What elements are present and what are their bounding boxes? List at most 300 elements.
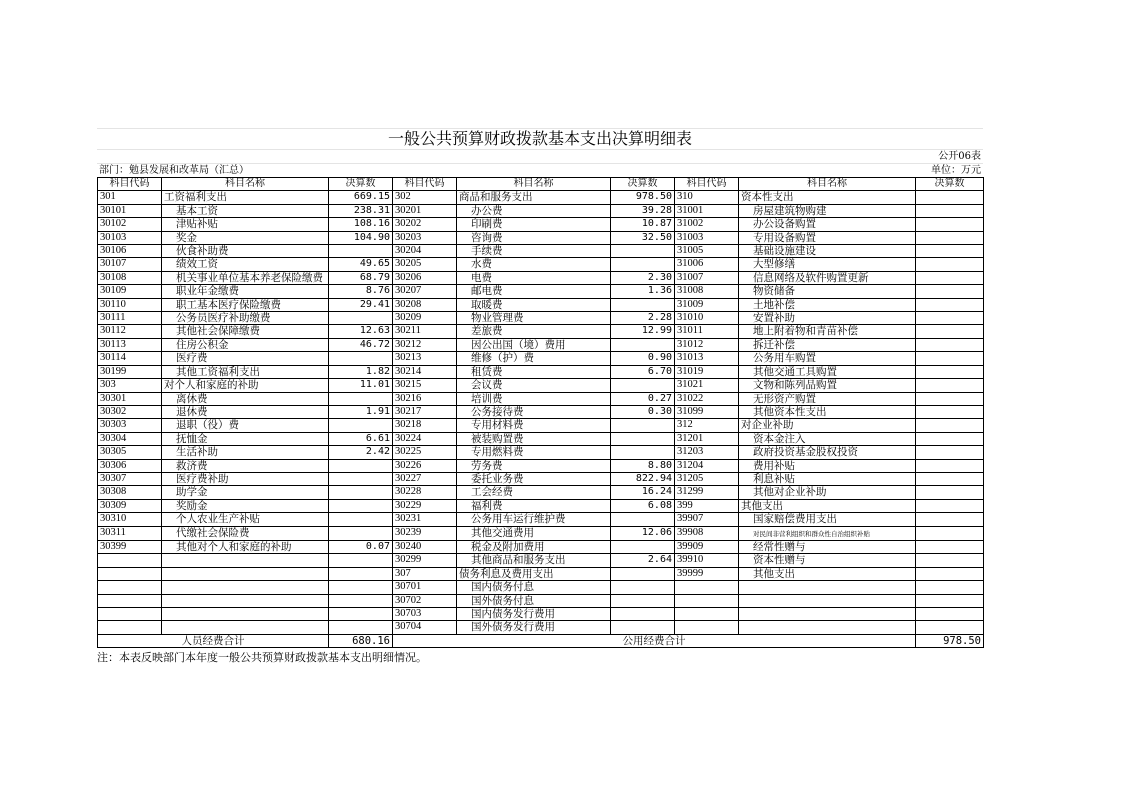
amount-cell: 2.42 <box>329 446 393 459</box>
amount-cell <box>916 365 984 378</box>
subject-code-cell: 31011 <box>675 325 739 338</box>
subject-code-cell: 30702 <box>393 594 457 607</box>
subject-code-cell: 30231 <box>393 513 457 526</box>
amount-cell: 46.72 <box>329 338 393 351</box>
total-row <box>98 634 984 647</box>
amount-cell: 12.99 <box>611 325 675 338</box>
amount-cell <box>916 499 984 512</box>
subject-code-cell <box>98 594 162 607</box>
amount-cell <box>916 204 984 217</box>
amount-cell <box>329 472 393 485</box>
subject-name-cell: 取暖费 <box>457 298 611 311</box>
amount-cell <box>611 338 675 351</box>
table-row <box>98 405 984 418</box>
table-row <box>98 231 984 244</box>
subject-name-cell <box>739 581 916 594</box>
table-row <box>98 325 984 338</box>
form-number: 公开06表 <box>938 151 981 162</box>
table-row <box>98 338 984 351</box>
subject-code-cell: 31005 <box>675 245 739 258</box>
subject-name-cell: 邮电费 <box>457 285 611 298</box>
amount-cell <box>916 245 984 258</box>
subject-name-cell: 信息网络及软件购置更新 <box>739 271 916 284</box>
subject-name-cell: 经常性赠与 <box>739 540 916 553</box>
amount-cell <box>916 446 984 459</box>
subject-name-cell: 公务员医疗补助缴费 <box>162 312 329 325</box>
amount-cell: 1.36 <box>611 285 675 298</box>
subject-name-cell: 对企业补助 <box>739 419 916 432</box>
subject-code-cell: 301 <box>98 191 162 204</box>
table-row <box>98 472 984 485</box>
subject-name-cell: 对个人和家庭的补助 <box>162 379 329 392</box>
subject-name-cell: 劳务费 <box>457 459 611 472</box>
subject-name-cell: 基础设施建设 <box>739 245 916 258</box>
amount-cell <box>916 338 984 351</box>
amount-cell <box>329 608 393 621</box>
subject-name-cell: 商品和服务支出 <box>457 191 611 204</box>
amount-cell <box>916 554 984 567</box>
amount-cell: 822.94 <box>611 472 675 485</box>
amount-cell <box>329 581 393 594</box>
subject-code-cell: 39908 <box>675 526 739 540</box>
table-row <box>98 554 984 567</box>
subject-code-cell: 30114 <box>98 352 162 365</box>
column-header: 科目代码 <box>393 178 457 191</box>
amount-cell <box>916 486 984 499</box>
subject-name-cell: 国内债务付息 <box>457 581 611 594</box>
amount-cell <box>916 218 984 231</box>
subject-code-cell: 31007 <box>675 271 739 284</box>
column-header: 科目名称 <box>457 178 611 191</box>
subject-code-cell: 30311 <box>98 526 162 540</box>
subject-code-cell: 30112 <box>98 325 162 338</box>
amount-cell <box>916 594 984 607</box>
subject-code-cell: 30101 <box>98 204 162 217</box>
subject-code-cell: 30704 <box>393 621 457 634</box>
subject-code-cell <box>98 567 162 580</box>
amount-cell <box>611 432 675 445</box>
amount-cell <box>916 379 984 392</box>
subject-name-cell: 津贴补贴 <box>162 218 329 231</box>
subject-name-cell: 离休费 <box>162 392 329 405</box>
amount-cell: 238.31 <box>329 204 393 217</box>
amount-cell <box>611 513 675 526</box>
column-header: 科目名称 <box>162 178 329 191</box>
subject-name-cell: 其他社会保障缴费 <box>162 325 329 338</box>
subject-name-cell: 公务用车运行维护费 <box>457 513 611 526</box>
subject-name-cell: 因公出国（境）费用 <box>457 338 611 351</box>
subject-code-cell: 31002 <box>675 218 739 231</box>
subject-name-cell: 办公设备购置 <box>739 218 916 231</box>
subject-code-cell: 310 <box>675 191 739 204</box>
amount-cell <box>611 258 675 271</box>
amount-cell <box>611 446 675 459</box>
subject-code-cell: 30110 <box>98 298 162 311</box>
subject-code-cell: 30107 <box>98 258 162 271</box>
subject-code-cell: 30229 <box>393 499 457 512</box>
amount-cell <box>329 392 393 405</box>
subject-code-cell: 30108 <box>98 271 162 284</box>
subject-code-cell: 30113 <box>98 338 162 351</box>
table-row <box>98 392 984 405</box>
amount-cell: 12.63 <box>329 325 393 338</box>
amount-cell <box>916 271 984 284</box>
subject-name-cell: 房屋建筑物购建 <box>739 204 916 217</box>
subject-name-cell: 国内债务发行费用 <box>457 608 611 621</box>
subject-code-cell: 30202 <box>393 218 457 231</box>
column-header: 决算数 <box>329 178 393 191</box>
subject-name-cell: 培训费 <box>457 392 611 405</box>
subject-code-cell: 30215 <box>393 379 457 392</box>
amount-cell: 39.28 <box>611 204 675 217</box>
subject-code-cell: 30226 <box>393 459 457 472</box>
subject-code-cell: 30227 <box>393 472 457 485</box>
amount-cell <box>329 245 393 258</box>
amount-cell: 8.76 <box>329 285 393 298</box>
department-label: 部门：勉县发展和改革局（汇总） <box>99 165 249 176</box>
amount-cell <box>611 245 675 258</box>
subject-code-cell: 31203 <box>675 446 739 459</box>
subject-name-cell: 咨询费 <box>457 231 611 244</box>
amount-cell: 29.41 <box>329 298 393 311</box>
subject-name-cell: 公务接待费 <box>457 405 611 418</box>
subject-name-cell: 文物和陈列品购置 <box>739 379 916 392</box>
table-row <box>98 446 984 459</box>
subject-name-cell: 职业年金缴费 <box>162 285 329 298</box>
subject-code-cell: 399 <box>675 499 739 512</box>
amount-cell <box>611 594 675 607</box>
table-row <box>98 499 984 512</box>
amount-cell <box>916 513 984 526</box>
subject-code-cell <box>98 581 162 594</box>
subject-code-cell: 30301 <box>98 392 162 405</box>
amount-cell: 0.30 <box>611 405 675 418</box>
table-row <box>98 540 984 553</box>
subject-name-cell: 印刷费 <box>457 218 611 231</box>
expenditure-table <box>97 177 984 648</box>
amount-cell: 8.80 <box>611 459 675 472</box>
subject-name-cell: 专用材料费 <box>457 419 611 432</box>
amount-cell: 16.24 <box>611 486 675 499</box>
subject-name-cell: 水费 <box>457 258 611 271</box>
footnote: 注：本表反映部门本年度一般公共预算财政拨款基本支出明细情况。 <box>97 651 427 664</box>
subject-name-cell: 住房公积金 <box>162 338 329 351</box>
amount-cell <box>329 567 393 580</box>
amount-cell <box>329 419 393 432</box>
subject-name-cell: 物业管理费 <box>457 312 611 325</box>
subject-name-cell: 基本工资 <box>162 204 329 217</box>
personnel-total-label: 人员经费合计 <box>98 634 329 647</box>
subject-code-cell: 39907 <box>675 513 739 526</box>
subject-code-cell: 30204 <box>393 245 457 258</box>
subject-name-cell: 伙食补助费 <box>162 245 329 258</box>
subject-name-cell: 其他资本性支出 <box>739 405 916 418</box>
subject-code-cell: 30302 <box>98 405 162 418</box>
public-total-label: 公用经费合计 <box>393 634 916 647</box>
amount-cell <box>916 567 984 580</box>
amount-cell <box>329 526 393 540</box>
subject-name-cell: 生活补助 <box>162 446 329 459</box>
subject-name-cell: 个人农业生产补贴 <box>162 513 329 526</box>
amount-cell <box>611 540 675 553</box>
table-row <box>98 581 984 594</box>
subject-name-cell: 助学金 <box>162 486 329 499</box>
subject-name-cell: 租赁费 <box>457 365 611 378</box>
subject-name-cell: 公务用车购置 <box>739 352 916 365</box>
subject-code-cell: 302 <box>393 191 457 204</box>
subject-name-cell <box>162 554 329 567</box>
column-header: 科目代码 <box>675 178 739 191</box>
table-row <box>98 258 984 271</box>
subject-name-cell: 其他对企业补助 <box>739 486 916 499</box>
subject-name-cell: 专用设备购置 <box>739 231 916 244</box>
subject-name-cell: 职工基本医疗保险缴费 <box>162 298 329 311</box>
subject-name-cell: 其他支出 <box>739 499 916 512</box>
subject-name-cell: 无形资产购置 <box>739 392 916 405</box>
amount-cell <box>611 379 675 392</box>
subject-name-cell: 办公费 <box>457 204 611 217</box>
subject-name-cell: 奖金 <box>162 231 329 244</box>
amount-cell <box>916 352 984 365</box>
amount-cell: 68.79 <box>329 271 393 284</box>
subject-code-cell <box>98 621 162 634</box>
subject-code-cell: 31021 <box>675 379 739 392</box>
amount-cell: 6.61 <box>329 432 393 445</box>
subject-code-cell: 30213 <box>393 352 457 365</box>
subject-code-cell: 31205 <box>675 472 739 485</box>
subject-name-cell <box>739 594 916 607</box>
amount-cell <box>916 432 984 445</box>
table-row <box>98 271 984 284</box>
subject-name-cell <box>162 608 329 621</box>
subject-code-cell: 31299 <box>675 486 739 499</box>
table-row <box>98 526 984 540</box>
amount-cell <box>916 231 984 244</box>
subject-code-cell: 31012 <box>675 338 739 351</box>
amount-cell: 0.07 <box>329 540 393 553</box>
subject-name-cell: 政府投资基金股权投资 <box>739 446 916 459</box>
subject-name-cell: 资本金注入 <box>739 432 916 445</box>
amount-cell <box>329 594 393 607</box>
table-row <box>98 567 984 580</box>
subject-code-cell: 30217 <box>393 405 457 418</box>
amount-cell <box>916 608 984 621</box>
table-row <box>98 312 984 325</box>
subject-name-cell: 手续费 <box>457 245 611 258</box>
table-row <box>98 621 984 634</box>
amount-cell: 0.90 <box>611 352 675 365</box>
amount-cell: 1.91 <box>329 405 393 418</box>
amount-cell <box>611 621 675 634</box>
subject-code-cell: 30703 <box>393 608 457 621</box>
column-header: 决算数 <box>916 178 984 191</box>
table-row <box>98 245 984 258</box>
subject-code-cell: 30307 <box>98 472 162 485</box>
amount-cell: 6.08 <box>611 499 675 512</box>
subject-code-cell: 30212 <box>393 338 457 351</box>
table-row <box>98 419 984 432</box>
amount-cell: 6.70 <box>611 365 675 378</box>
subject-name-cell: 国外债务付息 <box>457 594 611 607</box>
amount-cell: 2.28 <box>611 312 675 325</box>
subject-code-cell: 30218 <box>393 419 457 432</box>
report-sheet <box>97 128 983 648</box>
amount-cell: 32.50 <box>611 231 675 244</box>
subject-code-cell <box>98 554 162 567</box>
subject-code-cell <box>98 608 162 621</box>
amount-cell <box>329 459 393 472</box>
table-row <box>98 191 984 204</box>
subject-code-cell: 30206 <box>393 271 457 284</box>
amount-cell <box>611 581 675 594</box>
amount-cell <box>611 298 675 311</box>
subject-code-cell: 30201 <box>393 204 457 217</box>
subject-name-cell: 奖励金 <box>162 499 329 512</box>
subject-code-cell: 30205 <box>393 258 457 271</box>
subject-name-cell: 会议费 <box>457 379 611 392</box>
table-row <box>98 608 984 621</box>
subject-name-cell: 其他商品和服务支出 <box>457 554 611 567</box>
amount-cell: 11.01 <box>329 379 393 392</box>
amount-cell: 1.82 <box>329 365 393 378</box>
subject-code-cell: 30211 <box>393 325 457 338</box>
amount-cell <box>916 258 984 271</box>
subject-name-cell: 代缴社会保险费 <box>162 526 329 540</box>
subject-name-cell: 委托业务费 <box>457 472 611 485</box>
subject-code-cell: 39999 <box>675 567 739 580</box>
table-row <box>98 594 984 607</box>
subject-code-cell: 39910 <box>675 554 739 567</box>
subject-name-cell: 物资储备 <box>739 285 916 298</box>
subject-code-cell: 30309 <box>98 499 162 512</box>
table-row <box>98 486 984 499</box>
amount-cell: 978.50 <box>611 191 675 204</box>
subject-code-cell: 31022 <box>675 392 739 405</box>
subject-code-cell: 31008 <box>675 285 739 298</box>
subject-name-cell: 债务利息及费用支出 <box>457 567 611 580</box>
subject-code-cell: 30109 <box>98 285 162 298</box>
report-title: 一般公共预算财政拨款基本支出决算明细表 <box>97 128 983 149</box>
subject-code-cell: 30701 <box>393 581 457 594</box>
subject-name-cell <box>739 621 916 634</box>
table-row <box>98 513 984 526</box>
subject-name-cell: 救济费 <box>162 459 329 472</box>
subject-name-cell: 绩效工资 <box>162 258 329 271</box>
subject-code-cell: 30208 <box>393 298 457 311</box>
subject-name-cell: 工资福利支出 <box>162 191 329 204</box>
amount-cell <box>916 405 984 418</box>
subject-name-cell: 土地补偿 <box>739 298 916 311</box>
subject-code-cell: 30299 <box>393 554 457 567</box>
subject-name-cell: 利息补贴 <box>739 472 916 485</box>
subject-code-cell: 30310 <box>98 513 162 526</box>
subject-code-cell: 30103 <box>98 231 162 244</box>
subject-code-cell: 30102 <box>98 218 162 231</box>
subject-code-cell: 30228 <box>393 486 457 499</box>
subject-code-cell: 30214 <box>393 365 457 378</box>
amount-cell <box>329 312 393 325</box>
column-header: 科目名称 <box>739 178 916 191</box>
amount-cell: 2.64 <box>611 554 675 567</box>
subject-name-cell: 维修（护）费 <box>457 352 611 365</box>
subject-code-cell: 30224 <box>393 432 457 445</box>
subject-code-cell: 31010 <box>675 312 739 325</box>
subject-name-cell: 其他对个人和家庭的补助 <box>162 540 329 553</box>
amount-cell <box>916 459 984 472</box>
subject-name-cell <box>739 608 916 621</box>
amount-cell <box>329 554 393 567</box>
subject-name-cell <box>162 621 329 634</box>
amount-cell <box>916 325 984 338</box>
subject-code-cell: 31013 <box>675 352 739 365</box>
subject-name-cell: 退休费 <box>162 405 329 418</box>
subject-name-cell: 机关事业单位基本养老保险缴费 <box>162 271 329 284</box>
amount-cell <box>611 419 675 432</box>
subject-name-cell: 专用燃料费 <box>457 446 611 459</box>
subject-name-cell: 其他支出 <box>739 567 916 580</box>
subject-code-cell: 31003 <box>675 231 739 244</box>
table-header-row <box>98 178 984 191</box>
amount-cell <box>329 513 393 526</box>
amount-cell <box>916 581 984 594</box>
subject-name-cell: 福利费 <box>457 499 611 512</box>
table-row <box>98 204 984 217</box>
subject-name-cell: 拆迁补偿 <box>739 338 916 351</box>
subject-code-cell: 30106 <box>98 245 162 258</box>
amount-cell <box>329 499 393 512</box>
table-row <box>98 365 984 378</box>
form-number-row <box>97 150 983 163</box>
subject-code-cell: 30203 <box>393 231 457 244</box>
subject-name-cell: 工会经费 <box>457 486 611 499</box>
amount-cell <box>611 567 675 580</box>
table-row <box>98 298 984 311</box>
amount-cell <box>916 312 984 325</box>
amount-cell <box>329 352 393 365</box>
subject-code-cell: 31019 <box>675 365 739 378</box>
personnel-total-value: 680.16 <box>329 634 393 647</box>
subject-name-cell: 医疗费 <box>162 352 329 365</box>
subject-code-cell: 30306 <box>98 459 162 472</box>
table-row <box>98 459 984 472</box>
table-row <box>98 218 984 231</box>
amount-cell <box>916 540 984 553</box>
subject-name-cell <box>162 581 329 594</box>
subject-code-cell: 31009 <box>675 298 739 311</box>
amount-cell <box>329 621 393 634</box>
amount-cell: 10.87 <box>611 218 675 231</box>
subject-name-cell <box>162 594 329 607</box>
subject-name-cell: 其他交通工具购置 <box>739 365 916 378</box>
subject-code-cell: 307 <box>393 567 457 580</box>
subject-name-cell: 国家赔偿费用支出 <box>739 513 916 526</box>
subject-code-cell: 30240 <box>393 540 457 553</box>
subject-code-cell <box>675 608 739 621</box>
subject-code-cell: 30207 <box>393 285 457 298</box>
table-row <box>98 285 984 298</box>
amount-cell <box>916 285 984 298</box>
table-row <box>98 432 984 445</box>
subject-code-cell: 30399 <box>98 540 162 553</box>
amount-cell <box>916 472 984 485</box>
subject-code-cell: 31006 <box>675 258 739 271</box>
table-row <box>98 379 984 392</box>
amount-cell: 0.27 <box>611 392 675 405</box>
subject-code-cell: 30304 <box>98 432 162 445</box>
amount-cell <box>916 419 984 432</box>
amount-cell <box>916 392 984 405</box>
subject-code-cell: 30111 <box>98 312 162 325</box>
